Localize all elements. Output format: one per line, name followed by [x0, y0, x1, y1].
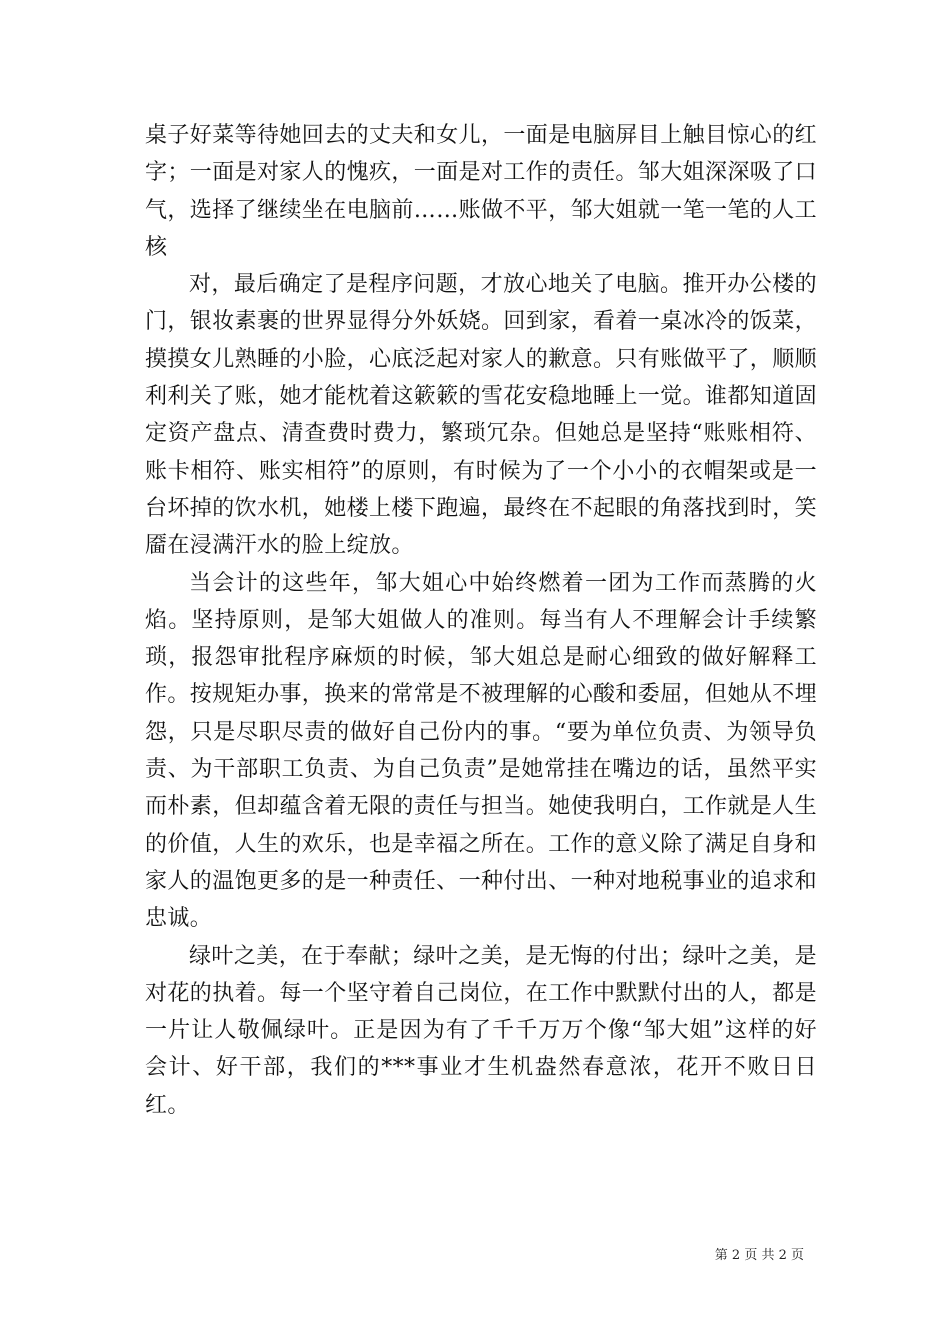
- paragraph-3: 当会计的这些年，邹大姐心中始终燃着一团为工作而蒸腾的火焰。坚持原则，是邹大姐做人的准则。每当有人不理解会计手续繁琐，报怨审批程序麻烦的时候，邹大姐总是耐心细致的做好解释工作。按规矩办事，换来的常常是不被理解的心酸和委屈，但她从不埋怨，只是尽职尽责的做好自己份内的事。“要为单位负责、为领导负责、为干部职工负责、为自己负责”是她常挂在嘴边的话，虽然平实而朴素，但却蕴含着无限的责任与担当。她使我明白，工作就是人生的价值，人生的欢乐，也是幸福之所在。工作的意义除了满足自身和家人的温饱更多的是一种责任、一种付出、一种对地税事业的追求和忠诚。: [145, 570, 818, 932]
- paragraph-1: 桌子好菜等待她回去的丈夫和女儿，一面是电脑屏目上触目惊心的红字；一面是对家人的愧疚，一面是对工作的责任。邹大姐深深吸了口气，选择了继续坐在电脑前……账做不平，邹大姐就一笔一笔的人工核: [145, 123, 818, 260]
- page-number-footer: [715, 1248, 804, 1264]
- page-number-label: 第 2 页 共 2 页: [714, 1248, 804, 1263]
- paragraph-2: 对，最后确定了是程序问题，才放心地关了电脑。推开办公楼的门，银妆素裹的世界显得分外妖娆。回到家，看着一桌冰冷的饭菜，摸摸女儿熟睡的小脸，心底泛起对家人的歉意。只有账做平了，顺顺利利关了账，她才能枕着这簌簌的雪花安稳地睡上一觉。谁都知道固定资产盘点、清查费时费力，繁琐冗杂。但她总是坚持“账账相符、账卡相符、账实相符”的原则，有时候为了一个小小的衣帽架或是一台坏掉的饮水机，她楼上楼下跑遍，最终在不起眼的角落找到时，笑靥在浸满汗水的脸上绽放。: [145, 272, 818, 559]
- paragraph-4: 绿叶之美，在于奉献；绿叶之美，是无悔的付出；绿叶之美，是对花的执着。每一个坚守着自己岗位，在工作中默默付出的人，都是一片让人敬佩绿叶。正是因为有了千千万万个像“邹大姐”这样的好会计、好干部，我们的***事业才生机盎然春意浓，花开不败日日红。: [145, 943, 818, 1118]
- document-body: [145, 117, 817, 1124]
